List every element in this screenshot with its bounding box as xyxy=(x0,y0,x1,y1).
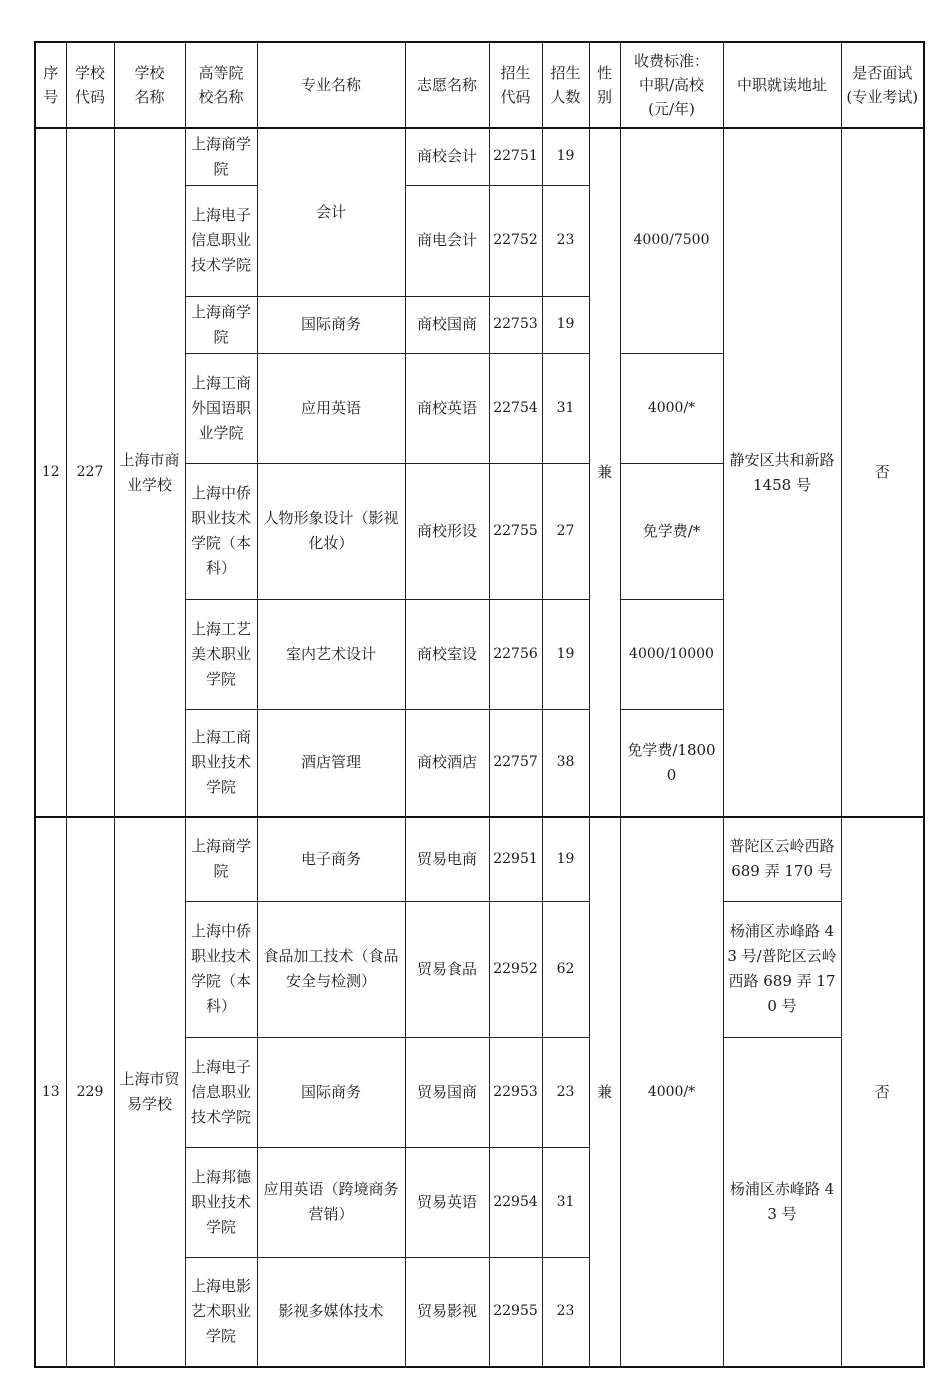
choice-cell: 商校室设 xyxy=(405,599,489,709)
code-cell: 22952 xyxy=(489,901,542,1037)
enrollment-table xyxy=(34,41,925,1368)
fee-cell: 免学费/18000 xyxy=(620,709,723,817)
address-cell: 静安区共和新路 1458 号 xyxy=(723,128,841,817)
code-cell: 22953 xyxy=(489,1037,542,1147)
college-cell: 上海工商职业技术学院 xyxy=(185,709,257,817)
major-cell: 会计 xyxy=(257,128,405,296)
college-cell: 上海工商外国语职业学院 xyxy=(185,353,257,463)
school-name-cell: 上海市商业学校 xyxy=(114,128,185,817)
college-cell: 上海电子信息职业技术学院 xyxy=(185,1037,257,1147)
header-interview: 是否面试 (专业考试) xyxy=(841,42,924,128)
count-cell: 27 xyxy=(542,463,589,599)
major-cell: 应用英语 xyxy=(257,353,405,463)
major-cell: 影视多媒体技术 xyxy=(257,1257,405,1367)
major-cell: 食品加工技术（食品安全与检测） xyxy=(257,901,405,1037)
college-cell: 上海电影艺术职业学院 xyxy=(185,1257,257,1367)
count-cell: 19 xyxy=(542,296,589,353)
count-cell: 23 xyxy=(542,1037,589,1147)
fee-cell: 4000/10000 xyxy=(620,599,723,709)
header-choice-name: 志愿名称 xyxy=(405,42,489,128)
header-address: 中职就读地址 xyxy=(723,42,841,128)
choice-cell: 贸易英语 xyxy=(405,1147,489,1257)
fee-cell: 4000/* xyxy=(620,817,723,1367)
count-cell: 31 xyxy=(542,1147,589,1257)
address-cell: 杨浦区赤峰路 43 号/普陀区云岭西路 689 弄 170 号 xyxy=(723,901,841,1037)
college-cell: 上海电子信息职业技术学院 xyxy=(185,185,257,296)
code-cell: 22751 xyxy=(489,128,542,185)
code-cell: 22754 xyxy=(489,353,542,463)
address-cell: 普陀区云岭西路 689 弄 170 号 xyxy=(723,817,841,901)
code-cell: 22752 xyxy=(489,185,542,296)
header-seq: 序 号 xyxy=(35,42,66,128)
header-enroll-count: 招生 人数 xyxy=(542,42,589,128)
choice-cell: 商校酒店 xyxy=(405,709,489,817)
seq-cell: 12 xyxy=(35,128,66,817)
college-cell: 上海商学院 xyxy=(185,817,257,901)
address-cell: 杨浦区赤峰路 43 号 xyxy=(723,1037,841,1367)
choice-cell: 贸易食品 xyxy=(405,901,489,1037)
header-school-name: 学校 名称 xyxy=(114,42,185,128)
major-cell: 酒店管理 xyxy=(257,709,405,817)
college-cell: 上海商学院 xyxy=(185,128,257,185)
major-cell: 电子商务 xyxy=(257,817,405,901)
college-cell: 上海工艺美术职业学院 xyxy=(185,599,257,709)
choice-cell: 贸易电商 xyxy=(405,817,489,901)
code-cell: 22755 xyxy=(489,463,542,599)
fee-cell: 免学费/* xyxy=(620,463,723,599)
choice-cell: 商校英语 xyxy=(405,353,489,463)
school-code-cell: 227 xyxy=(66,128,114,817)
choice-cell: 商校国商 xyxy=(405,296,489,353)
table-row xyxy=(35,817,924,901)
choice-cell: 商校会计 xyxy=(405,128,489,185)
code-cell: 22951 xyxy=(489,817,542,901)
count-cell: 31 xyxy=(542,353,589,463)
major-cell: 国际商务 xyxy=(257,1037,405,1147)
major-cell: 应用英语（跨境商务营销） xyxy=(257,1147,405,1257)
count-cell: 19 xyxy=(542,128,589,185)
choice-cell: 商校形设 xyxy=(405,463,489,599)
count-cell: 23 xyxy=(542,1257,589,1367)
code-cell: 22753 xyxy=(489,296,542,353)
count-cell: 19 xyxy=(542,817,589,901)
gender-cell: 兼 xyxy=(589,128,620,817)
school-code-cell: 229 xyxy=(66,817,114,1367)
major-cell: 国际商务 xyxy=(257,296,405,353)
header-college-name: 高等院 校名称 xyxy=(185,42,257,128)
school-name-cell: 上海市贸易学校 xyxy=(114,817,185,1367)
count-cell: 19 xyxy=(542,599,589,709)
choice-cell: 贸易影视 xyxy=(405,1257,489,1367)
fee-cell: 4000/7500 xyxy=(620,128,723,353)
header-fee: 收费标准： 中职/高校 (元/年) xyxy=(620,42,723,128)
code-cell: 22955 xyxy=(489,1257,542,1367)
header-major-name: 专业名称 xyxy=(257,42,405,128)
fee-cell: 4000/* xyxy=(620,353,723,463)
college-cell: 上海邦德职业技术学院 xyxy=(185,1147,257,1257)
major-cell: 室内艺术设计 xyxy=(257,599,405,709)
gender-cell: 兼 xyxy=(589,817,620,1367)
interview-cell: 否 xyxy=(841,128,924,817)
code-cell: 22757 xyxy=(489,709,542,817)
interview-cell: 否 xyxy=(841,817,924,1367)
table-row xyxy=(35,128,924,185)
header-row xyxy=(35,42,924,128)
college-cell: 上海商学院 xyxy=(185,296,257,353)
choice-cell: 商电会计 xyxy=(405,185,489,296)
choice-cell: 贸易国商 xyxy=(405,1037,489,1147)
count-cell: 38 xyxy=(542,709,589,817)
college-cell: 上海中侨职业技术学院（本科） xyxy=(185,463,257,599)
header-school-code: 学校 代码 xyxy=(66,42,114,128)
college-cell: 上海中侨职业技术学院（本科） xyxy=(185,901,257,1037)
seq-cell: 13 xyxy=(35,817,66,1367)
header-enroll-code: 招生 代码 xyxy=(489,42,542,128)
major-cell: 人物形象设计（影视化妆） xyxy=(257,463,405,599)
enrollment-table-page xyxy=(34,41,925,1368)
count-cell: 23 xyxy=(542,185,589,296)
code-cell: 22756 xyxy=(489,599,542,709)
code-cell: 22954 xyxy=(489,1147,542,1257)
count-cell: 62 xyxy=(542,901,589,1037)
header-gender: 性 别 xyxy=(589,42,620,128)
